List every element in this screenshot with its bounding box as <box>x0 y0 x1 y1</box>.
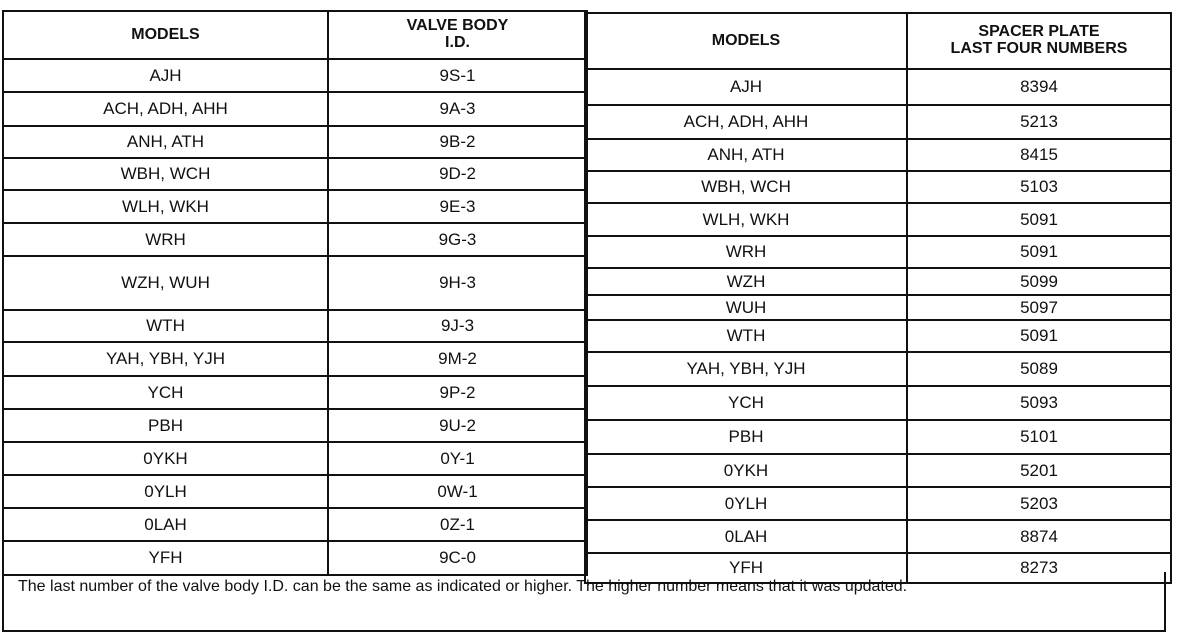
table-row <box>3 475 587 508</box>
spacer-cell: 5089 <box>907 352 1171 386</box>
valve-body-table <box>2 10 588 576</box>
table-row <box>585 487 1171 520</box>
valve-body-cell: 9H-3 <box>328 256 587 310</box>
spacer-cell: 5099 <box>907 268 1171 295</box>
table-row <box>3 376 587 409</box>
spacer-cell: 8394 <box>907 69 1171 105</box>
header-row <box>585 13 1171 69</box>
table-row <box>585 171 1171 203</box>
spacer-cell: 5201 <box>907 454 1171 487</box>
model-cell: WRH <box>585 236 907 268</box>
table-row <box>3 342 587 376</box>
valve-body-cell: 9P-2 <box>328 376 587 409</box>
table-row <box>585 105 1171 139</box>
valve-body-cell: 9M-2 <box>328 342 587 376</box>
model-cell: 0YLH <box>585 487 907 520</box>
models-header: MODELS <box>585 13 907 69</box>
valve-body-cell: 0Y-1 <box>328 442 587 475</box>
table-row <box>585 454 1171 487</box>
model-cell: WLH, WKH <box>585 203 907 236</box>
model-cell: YCH <box>3 376 328 409</box>
spacer-cell: 5097 <box>907 295 1171 320</box>
table-row <box>585 139 1171 171</box>
table-row <box>3 223 587 256</box>
model-cell: YCH <box>585 386 907 420</box>
model-cell: AJH <box>585 69 907 105</box>
spacer-cell: 5213 <box>907 105 1171 139</box>
model-cell: PBH <box>585 420 907 454</box>
table-row <box>585 295 1171 320</box>
model-cell: ANH, ATH <box>585 139 907 171</box>
spacer-plate-header-line1: SPACER PLATE <box>978 23 1100 41</box>
valve-body-header-line1: VALVE BODY <box>406 17 509 35</box>
model-cell: 0LAH <box>585 520 907 553</box>
model-cell: 0LAH <box>3 508 328 541</box>
table-row <box>3 92 587 126</box>
table-row <box>585 320 1171 352</box>
spacer-cell: 8874 <box>907 520 1171 553</box>
model-cell: ANH, ATH <box>3 126 328 158</box>
table-row <box>3 190 587 223</box>
table-row <box>3 541 587 575</box>
model-cell: WRH <box>3 223 328 256</box>
model-cell: 0YLH <box>3 475 328 508</box>
model-cell: WBH, WCH <box>3 158 328 190</box>
valve-body-header-line2: I.D. <box>445 34 470 51</box>
model-cell: WUH <box>585 295 907 320</box>
spacer-cell: 8415 <box>907 139 1171 171</box>
model-cell: WBH, WCH <box>585 171 907 203</box>
model-cell: ACH, ADH, AHH <box>3 92 328 126</box>
spacer-cell: 5091 <box>907 236 1171 268</box>
table-row <box>3 158 587 190</box>
models-header: MODELS <box>3 11 328 59</box>
valve-body-cell: 9B-2 <box>328 126 587 158</box>
model-cell: WTH <box>585 320 907 352</box>
valve-body-cell: 9J-3 <box>328 310 587 342</box>
valve-body-cell: 9E-3 <box>328 190 587 223</box>
table-row <box>3 409 587 442</box>
spacer-plate-header <box>907 13 1171 69</box>
model-cell: YFH <box>3 541 328 575</box>
header-row <box>3 11 587 59</box>
valve-body-header <box>328 11 587 59</box>
spacer-cell: 5103 <box>907 171 1171 203</box>
table-row <box>585 236 1171 268</box>
model-cell: WZH, WUH <box>3 256 328 310</box>
valve-body-cell: 9D-2 <box>328 158 587 190</box>
spacer-cell: 5203 <box>907 487 1171 520</box>
model-cell: AJH <box>3 59 328 92</box>
spacer-cell: 5093 <box>907 386 1171 420</box>
table-row <box>585 69 1171 105</box>
table-row <box>3 59 587 92</box>
model-cell: YAH, YBH, YJH <box>585 352 907 386</box>
table-row <box>3 256 587 310</box>
table-row <box>585 203 1171 236</box>
spacer-cell: 5101 <box>907 420 1171 454</box>
spacer-cell: 8273 <box>907 553 1171 583</box>
model-cell: ACH, ADH, AHH <box>585 105 907 139</box>
model-cell: WZH <box>585 268 907 295</box>
model-cell: 0YKH <box>585 454 907 487</box>
table-row <box>3 442 587 475</box>
table-row <box>585 520 1171 553</box>
model-cell: PBH <box>3 409 328 442</box>
valve-body-cell: 9U-2 <box>328 409 587 442</box>
valve-body-cell: 9S-1 <box>328 59 587 92</box>
table-row <box>585 420 1171 454</box>
footnote: The last number of the valve body I.D. can be the same as indicated or higher. The higher number means that it was updated. <box>2 572 1166 632</box>
model-cell: WLH, WKH <box>3 190 328 223</box>
table-row <box>3 508 587 541</box>
valve-body-cell: 0Z-1 <box>328 508 587 541</box>
valve-body-cell: 9C-0 <box>328 541 587 575</box>
table-row <box>585 268 1171 295</box>
model-cell: YAH, YBH, YJH <box>3 342 328 376</box>
spacer-cell: 5091 <box>907 320 1171 352</box>
table-row <box>585 352 1171 386</box>
spacer-plate-table <box>584 12 1172 584</box>
model-cell: 0YKH <box>3 442 328 475</box>
table-row <box>3 310 587 342</box>
spacer-cell: 5091 <box>907 203 1171 236</box>
spacer-plate-header-line2: LAST FOUR NUMBERS <box>950 40 1128 57</box>
valve-body-cell: 9A-3 <box>328 92 587 126</box>
valve-body-cell: 0W-1 <box>328 475 587 508</box>
model-cell: WTH <box>3 310 328 342</box>
table-row <box>3 126 587 158</box>
model-cell: YFH <box>585 553 907 583</box>
table-row <box>585 386 1171 420</box>
valve-body-cell: 9G-3 <box>328 223 587 256</box>
